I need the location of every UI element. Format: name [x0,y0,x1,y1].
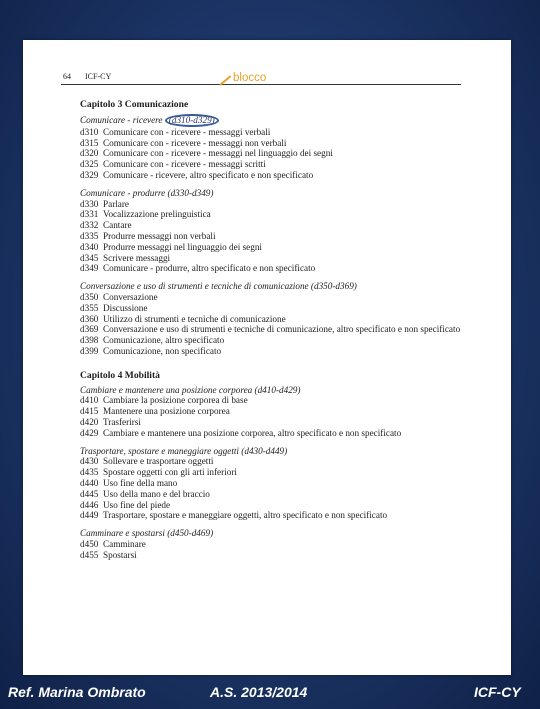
item-code: d420 [80,416,99,427]
item-text: Comunicare con - ricevere - messaggi scritti [103,159,266,170]
item-code: d332 [80,220,99,231]
item-code: d450 [80,538,99,549]
item-text: Cantare [103,220,132,231]
item-text: Sollevare e trasportare oggetti [103,456,214,467]
item-text: Scrivere messaggi [103,252,171,263]
item-code: d429 [80,427,99,438]
block-title: Cambiare e mantenere una posizione corporea (d410-d429) [80,384,301,395]
page-number: 64 [63,72,71,81]
list-item [80,346,500,357]
list-item [80,138,500,149]
list-item [80,478,500,489]
item-code: d455 [80,549,99,560]
block-title: Conversazione e uso di strumenti e tecniche di comunicazione (d350-d369) [80,281,357,292]
item-text: Produrre messaggi non verbali [103,230,216,241]
chapter-title: Capitolo 3 Comunicazione [80,99,189,110]
item-code: d360 [80,313,99,324]
item-text: Cambiare la posizione corporea di base [103,395,248,406]
list-item [80,500,500,511]
item-code: d440 [80,477,99,488]
item-code: d399 [80,345,99,356]
item-text: Utilizzo di strumenti e tecniche di comunicazione [103,313,286,324]
annotation-label: blocco [233,72,267,84]
item-text: Comunicazione, altro specificato [103,335,225,346]
item-text: Mantenere una posizione corporea [103,406,230,417]
item-text: Spostare oggetti con gli arti inferiori [103,467,237,478]
item-code: d320 [80,148,99,159]
item-code: d349 [80,263,99,274]
list-item [80,127,500,138]
list-item [80,159,500,170]
item-text: Comunicazione, non specificato [103,345,222,356]
item-code: d350 [80,291,99,302]
item-code: d331 [80,209,99,220]
list-item [80,395,500,406]
list-item [80,314,500,325]
list-item [80,428,500,439]
item-code: d446 [80,499,99,510]
list-item [80,417,500,428]
item-code: d410 [80,395,99,406]
list-item [80,406,500,417]
item-text: Trasportare, spostare e maneggiare oggetti, altro specificato e non specificato [103,510,388,521]
item-text: Comunicare - produrre, altro specificato e non specificato [103,263,316,274]
item-text: Conversazione [103,291,158,302]
item-text: Cambiare e mantenere una posizione corporea, altro specificato e non specificato [103,427,402,438]
item-text: Uso fine della mano [103,477,178,488]
list-item [80,539,500,550]
item-text: Conversazione e uso di strumenti e tecniche di comunicazione, altro specificato e non specificato [103,324,461,335]
list-item [80,242,500,253]
item-text: Comunicare con - ricevere - messaggi nel linguaggio dei segni [103,148,333,159]
list-item [80,324,500,335]
item-text: Uso della mano e del braccio [103,488,210,499]
block-title: Comunicare - produrre (d330-d349) [80,187,214,198]
list-item [80,303,500,314]
item-code: d329 [80,169,99,180]
item-code: d398 [80,335,99,346]
list-item [80,148,500,159]
item-text: Vocalizzazione prelinguistica [103,209,211,220]
footer-label: ICF-CY [474,684,521,700]
item-code: d345 [80,252,99,263]
list-item [80,231,500,242]
item-code: d325 [80,159,99,170]
footer-author: Ref. Marina Ombrato [8,684,146,700]
highlighted-range: (d310-d329) [165,114,219,127]
item-code: d340 [80,241,99,252]
chapter-title: Capitolo 4 Mobilità [80,369,160,381]
list-item [80,292,500,303]
item-code: d369 [80,324,99,335]
item-text: Parlare [103,198,130,209]
list-item [80,335,500,346]
list-item [80,467,500,478]
block-title-text: Comunicare - ricevere [80,114,165,125]
list-item [80,550,500,561]
block-title: Camminare e spostarsi (d450-d469) [80,528,214,539]
item-code: d315 [80,137,99,148]
item-text: Produrre messaggi nel linguaggio dei segni [103,241,262,252]
item-code: d310 [80,126,99,137]
list-item [80,263,500,274]
classification-list [80,100,500,560]
list-item [80,456,500,467]
block-title [80,114,500,127]
item-code: d430 [80,456,99,467]
list-item [80,199,500,210]
item-text: Comunicare - ricevere, altro specificato e non specificato [103,169,314,180]
list-item [80,209,500,220]
item-code: d435 [80,467,99,478]
block-title: Trasportare, spostare e maneggiare oggetti (d430-d449) [80,445,288,456]
item-code: d449 [80,510,99,521]
item-code: d415 [80,406,99,417]
item-text: Comunicare con - ricevere - messaggi non verbali [103,137,287,148]
item-text: Spostarsi [103,549,137,560]
footer-year: A.S. 2013/2014 [210,684,308,700]
header-title: ICF-CY [85,72,112,81]
item-code: d335 [80,230,99,241]
list-item [80,220,500,231]
item-text: Trasferirsi [103,416,141,427]
document-page [23,40,511,675]
item-code: d445 [80,488,99,499]
list-item [80,510,500,521]
item-text: Discussione [103,302,148,313]
page-header [63,72,111,81]
header-rule [61,84,461,85]
list-item [80,170,500,181]
list-item [80,253,500,264]
item-text: Camminare [103,538,146,549]
footer [0,684,540,708]
item-text: Uso fine del piede [103,499,171,510]
list-item [80,489,500,500]
item-code: d355 [80,302,99,313]
item-text: Comunicare con - ricevere - messaggi verbali [103,126,271,137]
item-code: d330 [80,198,99,209]
